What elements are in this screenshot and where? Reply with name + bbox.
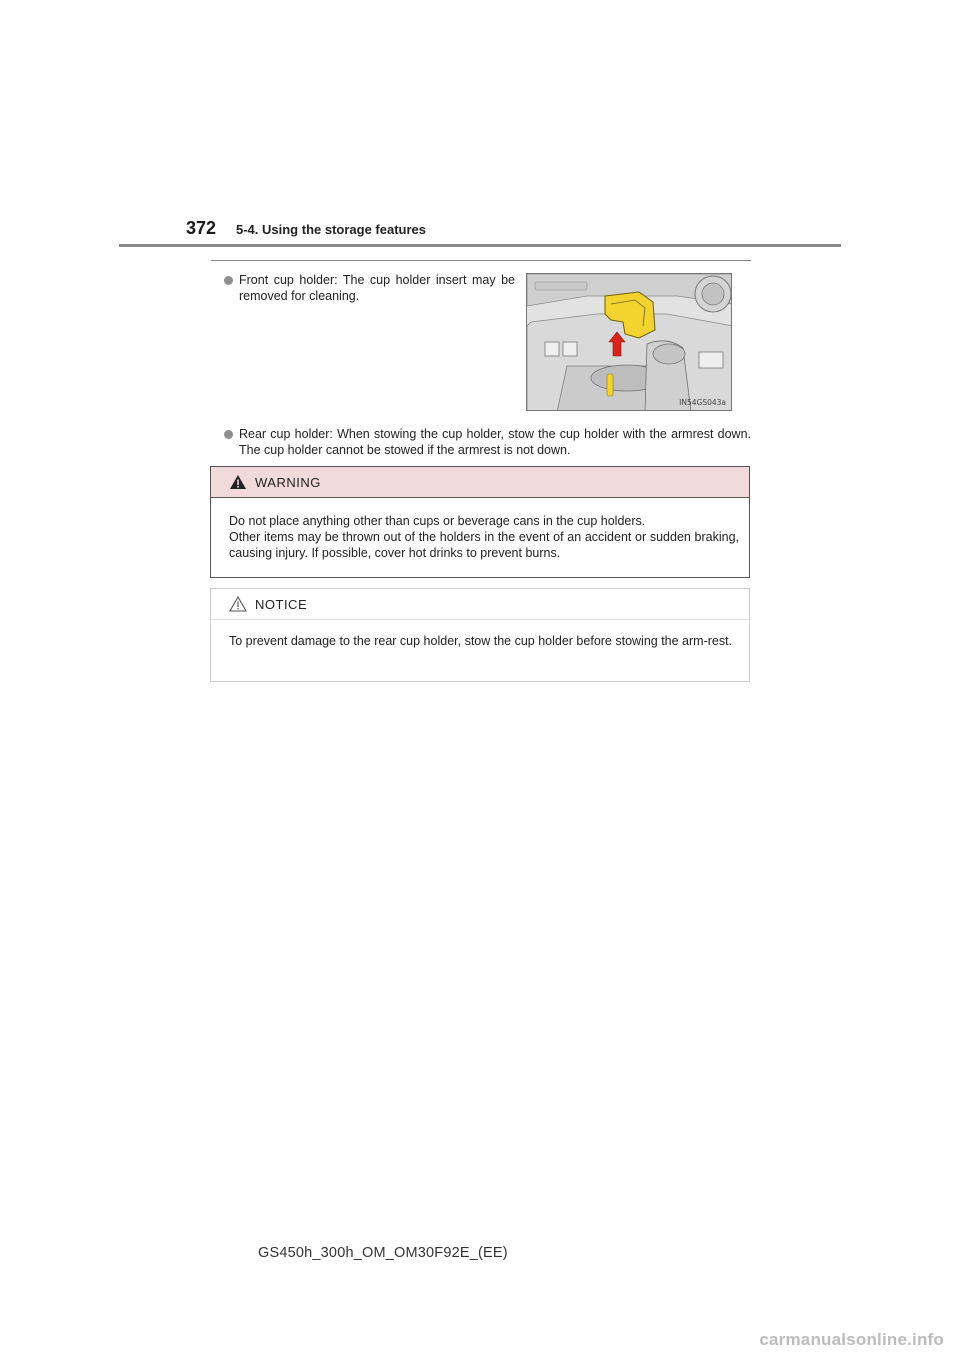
header-rule: [119, 244, 841, 247]
caution-triangle-icon: [229, 596, 247, 612]
notice-body: [229, 633, 739, 649]
cup-holder-illustration: [526, 273, 732, 411]
warning-label: WARNING: [255, 475, 321, 490]
content-rule: [211, 260, 751, 261]
section-title: 5-4. Using the storage features: [236, 222, 426, 237]
notice-header: [211, 589, 749, 620]
notice-text: To prevent damage to the rear cup holder, stow the cup holder before stowing the arm-rest.: [229, 634, 733, 648]
warning-body: [229, 513, 739, 561]
notice-box: [210, 588, 750, 682]
figure-code: IN54GS043a: [679, 398, 726, 407]
document-code: GS450h_300h_OM_OM30F92E_(EE): [258, 1245, 508, 1261]
warning-line: Other items may be thrown out of the holders in the event of an accident or sudden braking, causing injury. If possible, cover hot drinks to prevent burns.: [229, 530, 739, 560]
bullet-dot-icon: [224, 276, 233, 285]
warning-triangle-icon: [229, 474, 247, 490]
bullet-text: Front cup holder: The cup holder insert may be removed for cleaning.: [239, 273, 515, 303]
warning-header: [211, 467, 749, 498]
notice-label: NOTICE: [255, 597, 308, 612]
watermark: carmanualsonline.info: [759, 1330, 944, 1349]
page-number: 372: [186, 218, 217, 238]
warning-box: [210, 466, 750, 578]
bullet-text: Rear cup holder: When stowing the cup holder, stow the cup holder with the armrest down. The cup holder cannot be stowed if the armrest is not down.: [239, 427, 751, 457]
warning-line: Do not place anything other than cups or beverage cans in the cup holders.: [229, 514, 646, 528]
console-drawing: [527, 274, 732, 411]
bullet-dot-icon: [224, 430, 233, 439]
